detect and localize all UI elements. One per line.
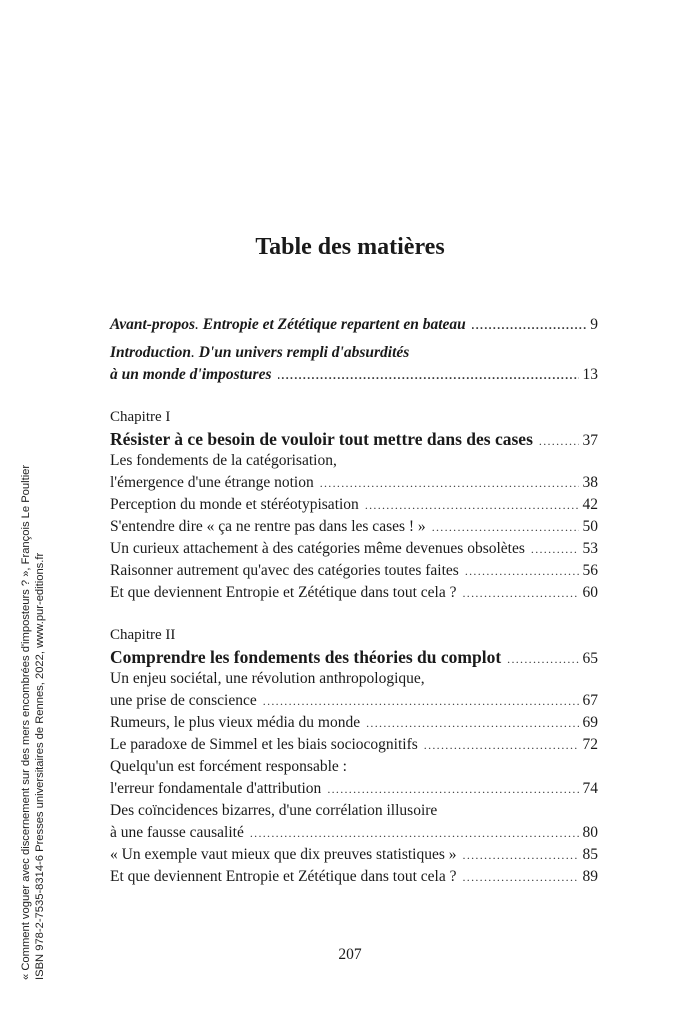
entry-text: Raisonner autrement qu'avec des catégories toutes faites (110, 562, 459, 579)
page-number: 56 (582, 562, 598, 579)
toc-entry[interactable] (110, 756, 598, 800)
entry-separator: . (194, 316, 199, 333)
table-of-contents (110, 314, 598, 888)
toc-chapter-1-title[interactable] (110, 428, 598, 450)
page-number: 74 (582, 780, 598, 797)
toc-entry[interactable] (110, 582, 598, 604)
leader-dots (465, 560, 579, 582)
toc-entry-avant-propos[interactable] (110, 314, 598, 336)
entry-line-2: à une fausse causalité (110, 824, 244, 841)
leader-dots (320, 472, 579, 494)
leader-dots (424, 734, 579, 756)
entry-line-1: Un enjeu sociétal, une révolution anthropologique, (110, 670, 425, 687)
leader-dots (432, 516, 579, 538)
toc-entry[interactable] (110, 844, 598, 866)
page-number: 38 (582, 474, 598, 491)
toc-entry[interactable] (110, 734, 598, 756)
page-number: 13 (582, 366, 598, 383)
leader-dots (531, 538, 579, 560)
toc-entry[interactable] (110, 866, 598, 888)
page-number: 50 (582, 518, 598, 535)
chapter-label-2: Chapitre II (110, 627, 176, 643)
leader-dots (263, 690, 579, 712)
entry-label: Introduction (110, 344, 191, 361)
side-note-line-1: « Comment voguer avec discernement sur des mers encombrées d'imposteurs ? », François Le Poultier (20, 464, 32, 980)
entry-label: Avant-propos (110, 316, 195, 333)
page-number: 42 (582, 496, 598, 513)
leader-dots (507, 648, 578, 670)
toc-chapter-2-title[interactable] (110, 646, 598, 668)
leader-dots (366, 712, 578, 734)
entry-text: Et que deviennent Entropie et Zététique dans tout cela ? (110, 868, 457, 885)
leader-dots (539, 430, 579, 452)
entry-text: « Un exemple vaut mieux que dix preuves statistiques » (110, 846, 457, 863)
entry-line-2: l'émergence d'une étrange notion (110, 474, 314, 491)
page-number: 85 (582, 846, 598, 863)
page-folio: 207 (338, 946, 362, 963)
page-number: 65 (582, 650, 598, 667)
toc-entry[interactable] (110, 800, 598, 844)
leader-dots (250, 822, 579, 844)
page-number: 72 (582, 736, 598, 753)
leader-dots (365, 494, 579, 516)
entry-text: Le paradoxe de Simmel et les biais sociocognitifs (110, 736, 418, 753)
toc-entry[interactable] (110, 450, 598, 494)
leader-dots (327, 778, 578, 800)
copyright-side-note (20, 460, 47, 980)
side-note-line-2: ISBN 978-2-7535-8314-6 Presses universitaires de Rennes, 2022, www.pur-editions.fr (33, 552, 46, 980)
entry-text: Et que deviennent Entropie et Zététique dans tout cela ? (110, 584, 457, 601)
toc-entry[interactable] (110, 494, 598, 516)
leader-dots (278, 364, 579, 386)
entry-line-1: Quelqu'un est forcément responsable : (110, 758, 347, 775)
page-number: 89 (582, 868, 598, 885)
page-number: 9 (590, 316, 598, 333)
page-number: 53 (582, 540, 598, 557)
leader-dots (462, 866, 578, 888)
page-number: 60 (582, 584, 598, 601)
chapter-title: Résister à ce besoin de vouloir tout mettre dans des cases (110, 429, 533, 449)
toc-entry[interactable] (110, 560, 598, 582)
entry-line-2: une prise de conscience (110, 692, 257, 709)
toc-entry-introduction[interactable] (110, 342, 598, 386)
leader-dots (462, 582, 578, 604)
entry-line-1: Des coïncidences bizarres, d'une corrélation illusoire (110, 802, 438, 819)
chapter-label-1: Chapitre I (110, 409, 171, 425)
toc-entry[interactable] (110, 712, 598, 734)
entry-subtitle-line-1: D'un univers rempli d'absurdités (198, 344, 410, 361)
page-number: 69 (582, 714, 598, 731)
entry-text: S'entendre dire « ça ne rentre pas dans les cases ! » (110, 518, 426, 535)
entry-subtitle: Entropie et Zététique repartent en bateau (202, 316, 466, 333)
entry-text: Rumeurs, le plus vieux média du monde (110, 714, 361, 731)
entry-line-2: l'erreur fondamentale d'attribution (110, 780, 322, 797)
entry-subtitle-line-2: à un monde d'impostures (110, 366, 272, 383)
page-number: 37 (582, 432, 598, 449)
toc-entry[interactable] (110, 538, 598, 560)
leader-dots (472, 314, 586, 336)
entry-separator: . (190, 344, 195, 361)
toc-entry[interactable] (110, 668, 598, 712)
entry-line-1: Les fondements de la catégorisation, (110, 452, 337, 469)
page-number: 80 (582, 824, 598, 841)
entry-text: Perception du monde et stéréotypisation (110, 496, 359, 513)
page-title: Table des matières (255, 234, 445, 260)
entry-text: Un curieux attachement à des catégories même devenues obsolètes (110, 540, 525, 557)
chapter-title: Comprendre les fondements des théories du complot (110, 647, 502, 667)
toc-entry[interactable] (110, 516, 598, 538)
page-number: 67 (582, 692, 598, 709)
leader-dots (463, 844, 579, 866)
